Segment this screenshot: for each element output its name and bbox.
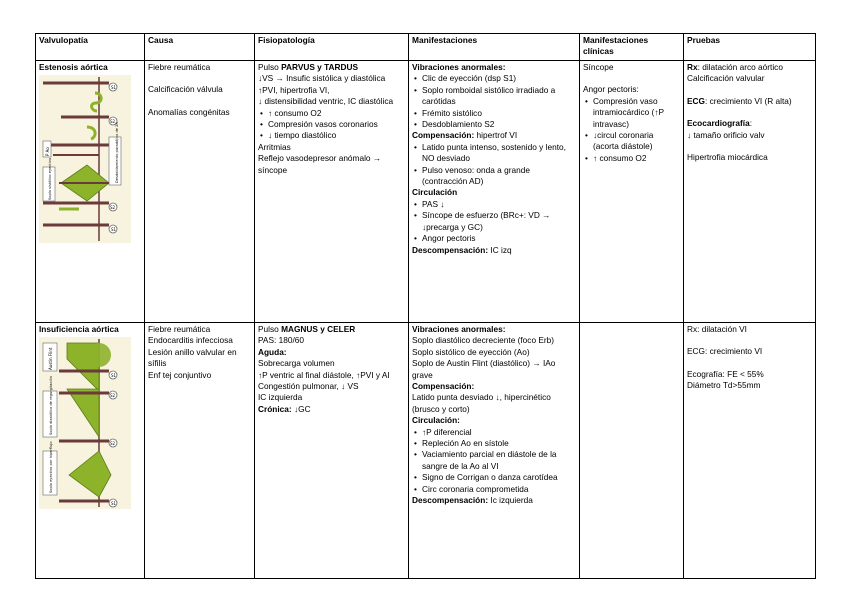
fisio-line: Arritmias [258,141,291,152]
cell-valvulopatia [36,323,145,579]
fisio-line: PAS: 180/60 [258,335,304,346]
fisio-pulso-type: MAGNUS y CELER [281,324,356,334]
prueba-line: Rx: dilatación VI [687,324,747,334]
row-estenosis-aortica [36,61,816,323]
manif-bullets [412,427,576,495]
valvulopathy-name: Insuficiencia aórtica [39,324,119,334]
manif-text: Ic izquierda [488,495,533,506]
list-item: • Desdoblamiento S2 [422,119,576,130]
label-austin-flint: Austin Flint [48,347,53,371]
list-item: • ↓ tiempo diastólico [268,130,405,141]
manif-line: Soplo de Austin Flint (diastólico) → IAo grave [412,358,556,380]
list-item: • Clic de eyección (dsp S1) [422,73,576,84]
causa-item: Calcificación válvula [148,84,223,95]
fisio-heading: Crónica: [258,403,292,414]
manif-heading: Vibraciones anormales: [412,324,506,334]
fisio-pulso-prefix: Pulso [258,62,282,72]
label-s1-bottom: S1 [111,227,117,233]
manif-text: IC izq [488,244,512,255]
list-item: • PAS ↓ [422,199,576,210]
list-item: • Vaciamiento parcial en diástole de la sangre de la Ao al VI [422,449,576,472]
valvulopathy-name: Estenosis aórtica [39,62,108,72]
manif-compensacion [412,130,576,141]
fisio-line: ↑P ventric al final diástole, ↑PVI y AI [258,369,390,380]
causa-item: Enf tej conjuntivo [148,369,212,380]
cell-valvulopatia [36,61,145,323]
causa-item: Anomalías congénitas [148,106,230,117]
list-item: • Síncope de esfuerzo (BRc+: VD → ↓precarga y GC) [422,210,576,233]
manif-descompensacion [412,245,576,256]
manif-line: Latido punta desviado ↓, hipercinético (brusco y corto) [412,392,551,414]
fisio-pulso-prefix: Pulso [258,324,282,334]
header-fisiopatologia: Fisiopatología [255,34,409,61]
label-soplo-diastolico: Soplo diastólico de regurgitación [49,376,53,436]
list-item: • ↑ consumo O2 [593,153,680,164]
cell-fisiopatologia [255,323,409,579]
fisio-pulso [258,62,405,73]
header-pruebas: Pruebas [684,34,816,61]
manif-line: Soplo diastólico decreciente (foco Erb) [412,335,555,346]
cell-causa [145,323,255,579]
manif-bullets [412,199,576,245]
manif-descompensacion [412,495,576,506]
prueba-ecg [687,96,812,107]
cell-pruebas [684,61,816,323]
manif-text: hipertrof VI [474,130,518,141]
label-s2-top: S2 [110,119,116,125]
header-valvulopatia: Valvulopatía [36,34,145,61]
header-manifestaciones-clinicas: Manifestaciones clínicas [580,34,684,61]
cell-manifestaciones [409,323,580,579]
list-item: • Signo de Corrigan o danza carotídea [422,472,576,483]
list-item: • ↑P diferencial [422,427,576,438]
prueba-text: : crecimiento VI (R alta) [704,95,792,106]
stenosis-phonocardiogram-diagram [39,75,131,243]
list-item: • Pulso venoso: onda a grande (contracción AD) [422,165,576,188]
fisio-line: Sobrecarga volumen [258,358,335,369]
label-soplo-sistolico: Soplo sistólico eyectivo [48,158,52,201]
valvulopathy-table [35,33,816,579]
label-s1-top: S1 [111,85,117,91]
fisio-line: Congestión pulmonar, ↓ VS [258,381,359,392]
manif-heading: Compensación: [412,381,475,392]
clinica-line: Angor pectoris: [583,84,639,95]
header-causa: Causa [145,34,255,61]
manif-heading: Circulación: [412,415,460,426]
causa-item: Fiebre reumática [148,324,211,334]
list-item: • Latido punta intenso, sostenido y lento, NO desviado [422,142,576,165]
fisio-line: Reflejo vasodepresor anómalo → síncope [258,153,382,175]
list-item: • Repleción Ao en sístole [422,438,576,449]
prueba-line: Ecografía: FE < 55% [687,368,764,379]
fisio-bullets [258,108,405,142]
header-manifestaciones: Manifestaciones [409,34,580,61]
fisio-pulso-type: PARVUS y TARDUS [281,62,359,72]
row-insuficiencia-aortica [36,323,816,579]
fisio-line: IC izquierda [258,392,303,403]
list-item: • Frémito sistólico [422,108,576,119]
list-item: • Compresión vaso intramiocárdico (↑P intravasc) [593,96,680,130]
fisio-line: ↓VS → Insufic sistólica y diastólica [258,73,386,84]
label-desdoblamiento: Desdoblamiento paradójico de 2R [115,122,119,184]
cell-causa [145,61,255,323]
cell-manifestaciones-clinicas [580,323,684,579]
cell-fisiopatologia [255,61,409,323]
fisio-line: ↓ distensibilidad ventric, IC diastólica [258,96,394,107]
prueba-label: Ecocardiografía [687,118,750,129]
label-s2-mid: S2 [110,441,116,447]
fisio-heading: Aguda: [258,346,287,357]
causa-item: Endocarditis infecciosa [148,335,233,346]
causa-item: Lesión anillo valvular en sífilis [148,346,237,369]
list-item: • Circ coronaria comprometida [422,484,576,495]
summary-sheet [35,33,816,579]
label-s1-top: S1 [111,373,117,379]
label-p-ao: P Ao [45,147,50,157]
clinica-line: Síncope [583,62,614,72]
label-soplo-eyectivo: Soplo eyectivo por hiperflujo [49,441,53,494]
manif-line: Soplo sistólico de eyección (Ao) [412,346,530,357]
label-s1-bottom: S1 [111,501,117,507]
header-row [36,34,816,61]
manif-bullets [412,142,576,188]
manif-bullets [412,73,576,130]
cell-pruebas [684,323,816,579]
prueba-line: Hipertrofia miocárdica [687,152,768,163]
list-item: • Compresión vasos coronarios [268,119,405,130]
manif-heading: Descompensación: [412,244,489,255]
cell-manifestaciones [409,61,580,323]
prueba-line: ↓ tamaño orificio valv [687,129,765,140]
prueba-label: ECG [687,95,705,106]
label-s2-bottom: S2 [110,205,116,211]
prueba-line: ECG: crecimiento VI [687,346,763,357]
manif-heading: Descompensación: [412,495,489,506]
regurgitation-phonocardiogram-diagram [39,337,131,509]
list-item: • Soplo romboidal sistólico irradiado a carótidas [422,85,576,108]
prueba-eco [687,118,812,129]
causa-item: Fiebre reumática [148,62,211,72]
label-s2-top: S2 [110,393,116,399]
list-item: • ↑ consumo O2 [268,108,405,119]
prueba-text: : [749,118,753,129]
list-item: • Angor pectoris [422,233,576,244]
clinica-bullets [583,96,680,164]
manif-heading: Circulación [412,187,458,198]
prueba-label: Rx [687,62,698,72]
list-item: • ↓circul coronaria (acorta diástole) [593,130,680,153]
fisio-cronica [258,404,405,415]
fisio-text: ↓GC [291,403,311,414]
prueba-line: Diámetro Td>55mm [687,380,761,391]
prueba-rx [687,62,812,73]
manif-heading: Vibraciones anormales: [412,62,506,72]
fisio-line: ↑PVI, hipertrofia VI, [258,84,330,95]
cell-manifestaciones-clinicas [580,61,684,323]
fisio-pulso [258,324,405,335]
prueba-line: Calcificación valvular [687,73,765,84]
prueba-text: : dilatación arco aórtico [697,62,783,72]
manif-heading: Compensación: [412,130,475,141]
